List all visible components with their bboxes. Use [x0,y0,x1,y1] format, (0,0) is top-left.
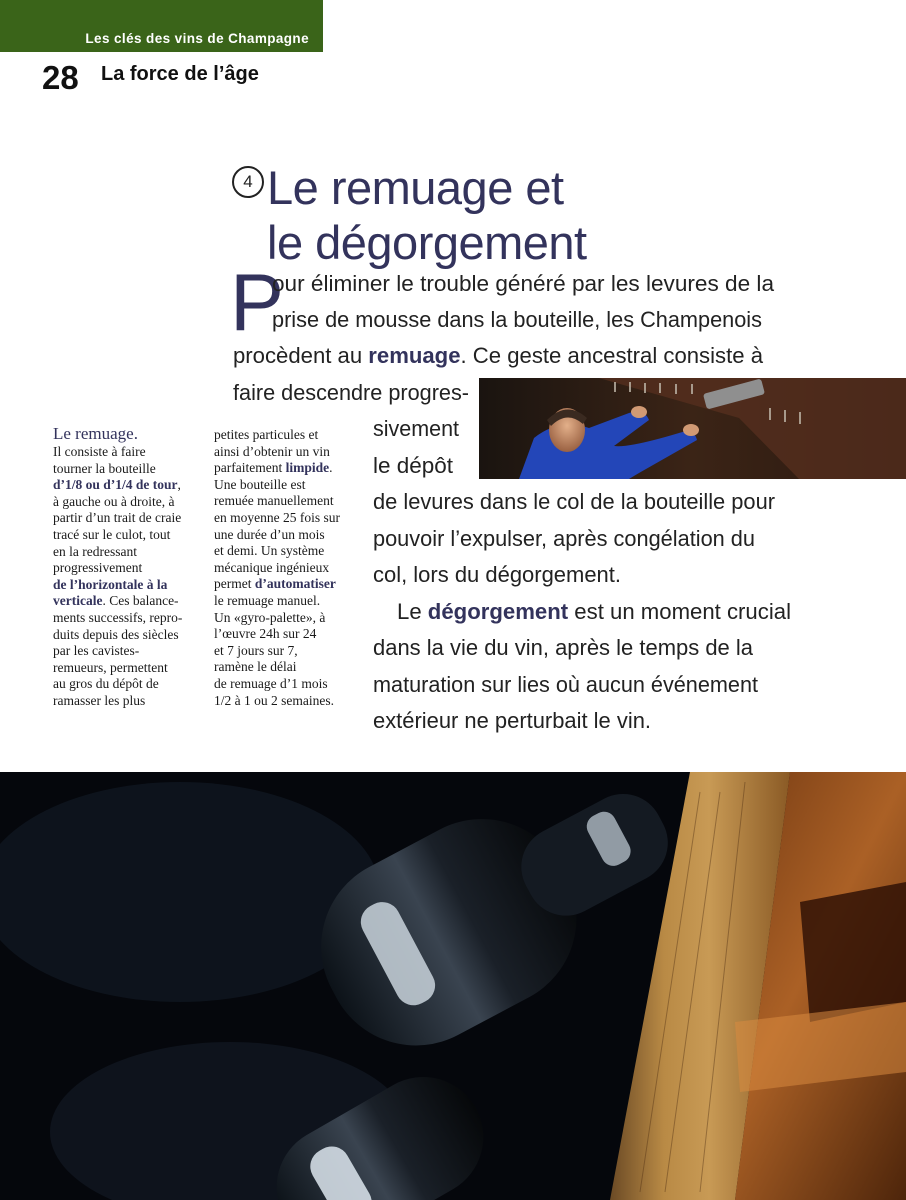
emphasis-term: verticale [53,593,103,609]
sidebar-line [53,461,182,478]
emphasis-term: de l’horizontale à la [53,576,168,592]
text-run: faire descendre progres- [233,380,469,405]
text-run: duits depuis des siècles [53,626,179,642]
text-run: remuée manuellement [214,493,334,509]
sidebar-line [53,510,182,527]
body-text-line [373,561,621,589]
text-run: de levures dans le col de la bouteille pour [373,489,775,514]
sidebar-line [214,510,340,527]
sidebar-line [53,444,182,461]
emphasis-term: limpide [285,460,330,476]
bottles-riddling-rack-photo [0,772,906,1200]
text-run: en la redressant [53,543,137,559]
sidebar-line [214,693,340,710]
body-text-line [373,452,453,480]
sidebar-column-1 [53,424,182,710]
sidebar-line [214,560,340,577]
text-run: prise de mousse dans la bouteille, les Champenois [272,307,762,332]
text-run: Il consiste à faire [53,444,146,459]
cellar-worker-photo [479,378,906,479]
text-run: le remuage manuel. [214,592,321,608]
body-text-line [233,342,763,370]
text-run: et demi. Un système [214,543,325,559]
sidebar-line [53,494,182,511]
sidebar-line [53,676,182,693]
text-run: à gauche ou à droite, à [53,493,175,509]
text-run: maturation sur lies où aucun événement [373,672,758,697]
body-text-line [233,379,469,407]
page-number: 28 [42,59,79,96]
emphasis-term: d’automatiser [254,576,336,592]
text-run: petites particules et [214,427,319,442]
body-text-line [373,707,651,735]
sidebar-line [214,643,340,660]
text-run: sivement [373,416,459,441]
article-title [267,160,587,270]
text-run: ments successifs, repro- [53,609,183,625]
text-run: dans la vie du vin, après le temps de la [373,635,753,660]
body-text-line [373,525,755,553]
sidebar-line [53,577,182,594]
sidebar-line [53,593,182,610]
sidebar-line [214,444,340,461]
text-run: mécanique ingénieux [214,559,330,575]
text-run: progressivement [53,560,143,576]
text-run: . Ce geste ancestral consiste à [460,343,763,368]
text-run: et 7 jours sur 7, [214,642,298,658]
sidebar-line [214,427,340,444]
title-line: Le remuage et [267,161,564,214]
text-run: , [177,477,181,493]
text-run: remueurs, permettent [53,659,168,675]
text-run: ramène le délai [214,659,297,675]
body-text-line [272,270,774,298]
text-run: ramasser les plus [53,692,146,708]
sidebar-line [214,493,340,510]
sidebar-line [53,660,182,677]
text-run: l’œuvre 24h sur 24 [214,626,317,642]
step-number-badge: 4 [232,166,264,198]
text-run: par les cavistes- [53,643,140,659]
text-run: procèdent au [233,343,369,368]
text-run: une durée d’un mois [214,526,325,542]
sidebar-line [53,643,182,660]
text-run: en moyenne 25 fois sur [214,509,340,525]
section-title: La force de l’âge [101,63,259,85]
text-run: tracé sur le culot, tout [53,526,171,542]
sidebar-heading: Le remuage. [53,424,138,443]
text-run: le dépôt [373,453,453,478]
text-run: 1/2 à 1 ou 2 semaines. [214,692,334,708]
sidebar-text-1 [53,444,182,710]
sidebar-line [53,610,182,627]
body-text-line [373,488,775,516]
text-run: col, lors du dégorgement. [373,562,621,587]
sidebar-line [53,477,182,494]
text-run: pouvoir l’expulser, après congélation du [373,526,755,551]
body-text-line [373,671,758,699]
text-run: . Ces balance- [102,593,179,609]
sidebar-line [214,460,340,477]
text-run: Le [397,599,428,624]
text-run: parfaitement [214,460,286,476]
text-run: our éliminer le trouble généré par les levures de la [272,271,774,296]
header-bar [0,0,323,52]
text-run: extérieur ne perturbait le vin. [373,708,651,733]
sidebar-line [53,527,182,544]
sidebar-line [214,610,340,627]
sidebar-line [214,659,340,676]
sidebar-line [214,527,340,544]
text-run: . [329,460,333,476]
text-run: tourner la bouteille [53,460,156,476]
sidebar-line [214,593,340,610]
body-text-line [373,634,753,662]
sidebar-line [53,693,182,710]
publication-title: Les clés des vins de Champagne [85,31,309,46]
sidebar-line [53,560,182,577]
text-run: de remuage d’1 mois [214,675,328,691]
title-line: le dégorgement [267,216,587,269]
emphasis-term: d’1/8 ou d’1/4 de tour [53,477,178,493]
sidebar-line [214,576,340,593]
text-run: permet [214,576,255,592]
body-text-line [272,306,762,334]
sidebar-line [214,543,340,560]
sidebar-line [53,544,182,561]
body-text-line [397,598,791,626]
body-text-line [373,415,459,443]
text-run: partir d’un trait de craie [53,510,182,526]
text-run: au gros du dépôt de [53,676,159,692]
text-run: est un moment crucial [568,599,791,624]
sidebar-column-2 [214,427,340,709]
text-run: ainsi d’obtenir un vin [214,443,330,459]
text-run: Un «gyro-palette», à [214,609,326,625]
sidebar-line [214,676,340,693]
sidebar-line [214,626,340,643]
sidebar-line [53,627,182,644]
text-run: Une bouteille est [214,476,306,492]
emphasis-term: remuage [368,343,461,368]
sidebar-line [214,477,340,494]
emphasis-term: dégorgement [427,599,569,624]
drop-cap: P [230,258,285,348]
